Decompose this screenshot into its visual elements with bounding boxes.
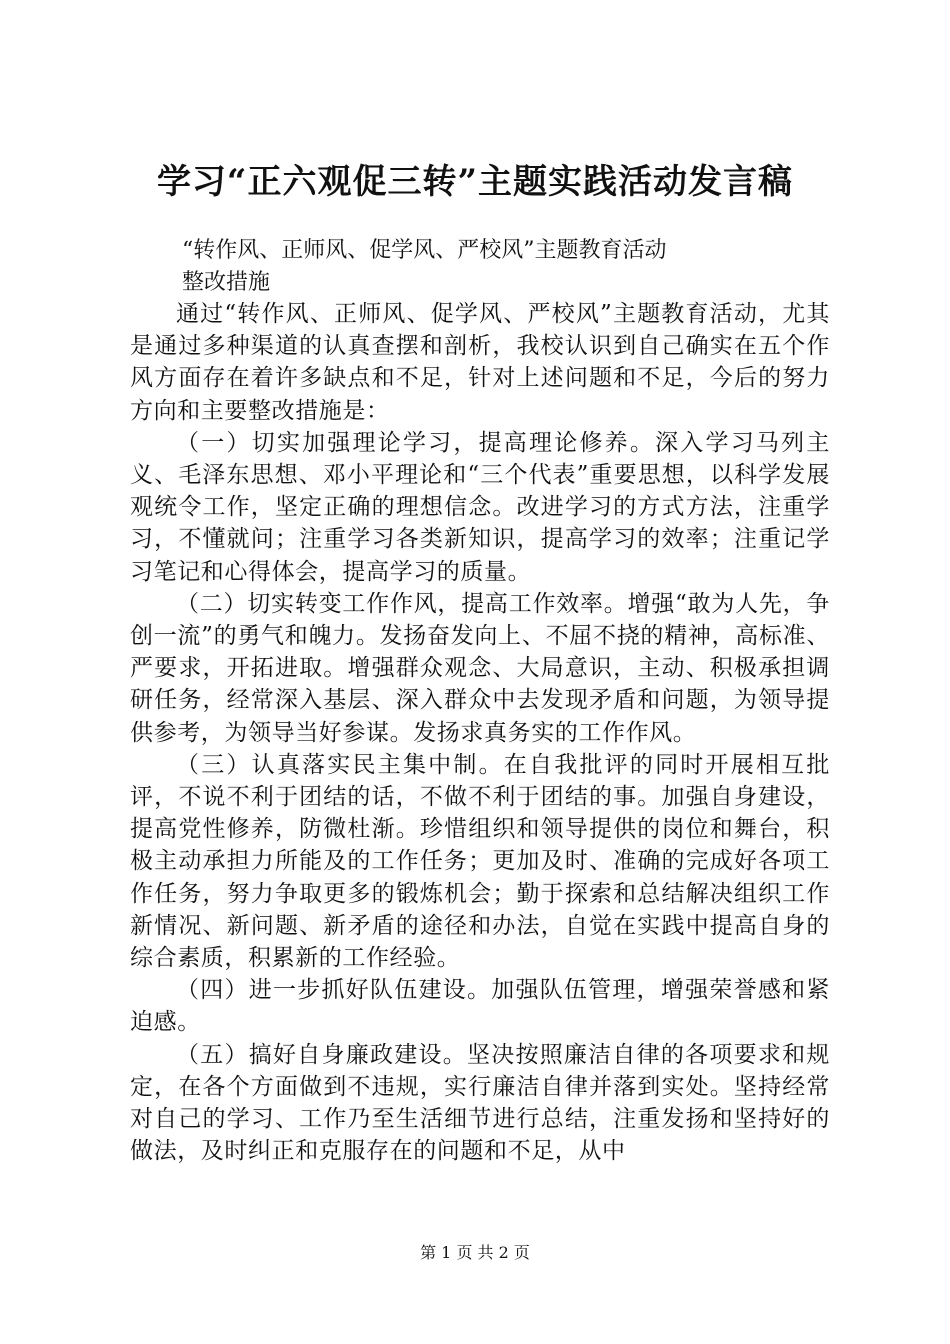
intro-paragraph: 通过“转作风、正师风、促学风、严校风”主题教育活动，尤其是通过多种渠道的认真查摆和剖析，我校认识到自己确实在五个作风方面存在着许多缺点和不足，针对上述问题和不足，今后的努力方向和主要整改措施是： xyxy=(130,301,830,424)
document-body xyxy=(130,298,830,1167)
document-title: 学习“正六观促三转”主题实践活动发言稿 xyxy=(156,162,794,202)
document-subtitle: “转作风、正师风、促学风、严校风”主题教育活动 xyxy=(182,238,667,263)
measure-paragraph-2: （二）切实转变工作作风，提高工作效率。增强“敢为人先，争创一流”的勇气和魄力。发扬奋发向上、不屈不挠的精神，高标准、严要求，开拓进取。增强群众观念、大局意识，主动、积极承担调研任务，经常深入基层、深入群众中去发现矛盾和问题，为领导提供参考，为领导当好参谋。发扬求真务实的工作作风。 xyxy=(130,590,830,746)
measure-paragraph-1: （一）切实加强理论学习，提高理论修养。深入学习马列主义、毛泽东思想、邓小平理论和“三个代表”重要思想，以科学发展观统令工作，坚定正确的理想信念。改进学习的方式方法，注重学习，不懂就问；注重学习各类新知识，提高学习的效率；注重记学习笔记和心得体会，提高学习的质量。 xyxy=(130,429,830,585)
document-subtitle-continuation: 整改措施 xyxy=(182,270,271,295)
page-number-footer: 第 1 页 共 2 页 xyxy=(420,1243,530,1262)
measure-paragraph-3: （三）认真落实民主集中制。在自我批评的同时开展相互批评，不说不利于团结的话，不做不利于团结的事。加强自身建设，提高党性修养，防微杜渐。珍惜组织和领导提供的岗位和舞台，积极主动承担力所能及的工作任务；更加及时、准确的完成好各项工作任务，努力争取更多的锻炼机会；勤于探索和总结解决组织工作新情况、新问题、新矛盾的途径和办法，自觉在实践中提高自身的综合素质，积累新的工作经验。 xyxy=(130,751,830,972)
measure-paragraph-5: （五）搞好自身廉政建设。坚决按照廉洁自律的各项要求和规定，在各个方面做到不违规，实行廉洁自律并落到实处。坚持经常对自己的学习、工作乃至生活细节进行总结，注重发扬和坚持好的做法，及时纠正和克服存在的问题和不足，从中 xyxy=(130,1041,830,1165)
measure-paragraph-4: （四）进一步抓好队伍建设。加强队伍管理，增强荣誉感和紧迫感。 xyxy=(130,977,830,1036)
